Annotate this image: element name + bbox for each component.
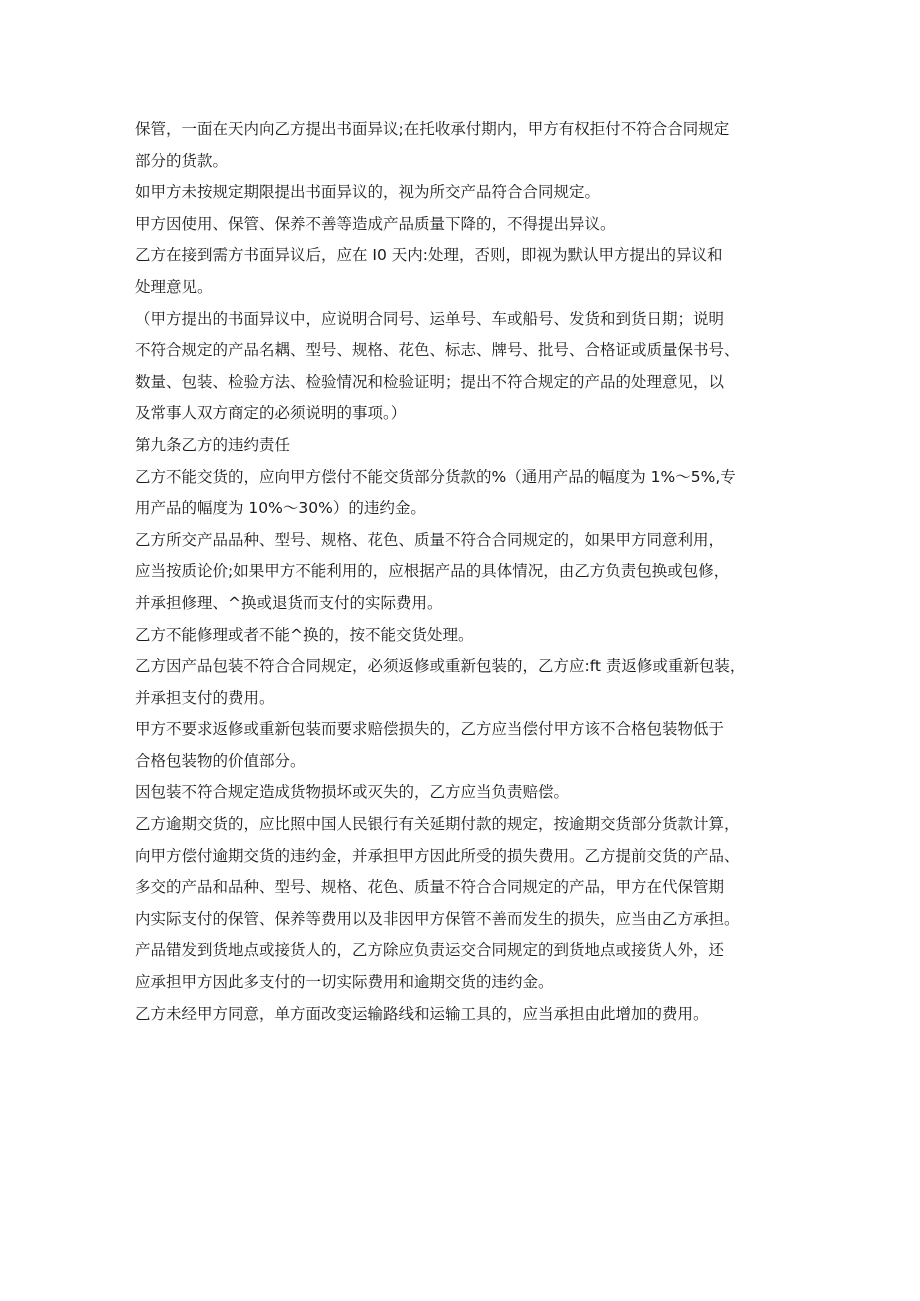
text-line: 产品错发到货地点或接货人的，乙方除应负责运交合同规定的到货地点或接货人外，还 <box>135 941 725 960</box>
text-line: 内实际支付的保管、保养等费用以及非因甲方保管不善而发生的损失，应当由乙方承担。 <box>135 909 740 928</box>
text-line: 乙方因产品包装不符合合同规定，必须返修或重新包装的，乙方应:ft 责返修或重新包装， <box>135 657 746 676</box>
text-line: 及常事人双方商定的必须说明的事项。） <box>135 404 407 423</box>
text-line: 甲方不要求返修或重新包装而要求赔偿损失的，乙方应当偿付甲方该不合格包装物低于 <box>135 720 725 739</box>
text-line: 应承担甲方因此多支付的一切实际费用和逾期交货的违约金。 <box>135 973 554 992</box>
text-line: （甲方提出的书面异议中，应说明合同号、运单号、车或船号、发货和到货日期；说明 <box>135 309 725 328</box>
text-line: 乙方不能修理或者不能^换的，按不能交货处理。 <box>135 625 474 644</box>
text-line: 乙方逾期交货的，应比照中国人民银行有关延期付款的规定，按逾期交货部分货款计算， <box>135 815 740 834</box>
text-line: 如甲方未按规定期限提出书面异议的，视为所交产品符合合同规定。 <box>135 183 601 202</box>
text-line: 合格包装物的价值部分。 <box>135 751 306 770</box>
text-line: 乙方在接到需方书面异议后，应在 I0 天内:处理，否则，即视为默认甲方提出的异议和 <box>135 246 723 265</box>
text-line: 处理意见。 <box>135 277 213 296</box>
text-line: 并承担支付的费用。 <box>135 688 275 707</box>
text-line: 用产品的幅度为 10%～30%）的违约金。 <box>135 499 426 518</box>
text-line: 向甲方偿付逾期交货的违约金，并承担甲方因此所受的损失费用。乙方提前交货的产品、 <box>135 846 740 865</box>
text-line: 乙方未经甲方同意，单方面改变运输路线和运输工具的，应当承担由此增加的费用。 <box>135 1004 709 1023</box>
text-line: 乙方不能交货的，应向甲方偿付不能交货部分货款的%（通用产品的幅度为 1%〜5%,专 <box>135 467 736 486</box>
text-line: 应当按质论价;如果甲方不能利用的，应根据产品的具体情况，由乙方负责包换或包修， <box>135 562 730 581</box>
section-heading: 第九条乙方的违约责任 <box>135 435 291 454</box>
text-line: 并承担修理、^换或退货而支付的实际费用。 <box>135 593 443 612</box>
text-line: 部分的货款。 <box>135 151 229 170</box>
text-line: 多交的产品和品种、型号、规格、花色、质量不符合合同规定的产品，甲方在代保管期 <box>135 878 725 897</box>
text-line: 保管，一面在天内向乙方提出书面异议;在托收承付期内，甲方有权拒付不符合合同规定 <box>135 120 730 138</box>
text-line: 甲方因使用、保管、保养不善等造成产品质量下降的，不得提出异议。 <box>135 214 616 233</box>
text-line: 乙方所交产品品种、型号、规格、花色、质量不符合合同规定的，如果甲方同意利用， <box>135 530 725 549</box>
text-line: 因包装不符合规定造成货物损坏或灭失的，乙方应当负责赔偿。 <box>135 783 570 802</box>
text-line: 数量、包装、检验方法、检验情况和检验证明；提出不符合规定的产品的处理意见，以 <box>135 372 725 391</box>
text-line: 不符合规定的产品名耦、型号、规格、花色、标志、牌号、批号、合格证或质量保书号、 <box>135 341 740 360</box>
document-body <box>135 114 795 1030</box>
